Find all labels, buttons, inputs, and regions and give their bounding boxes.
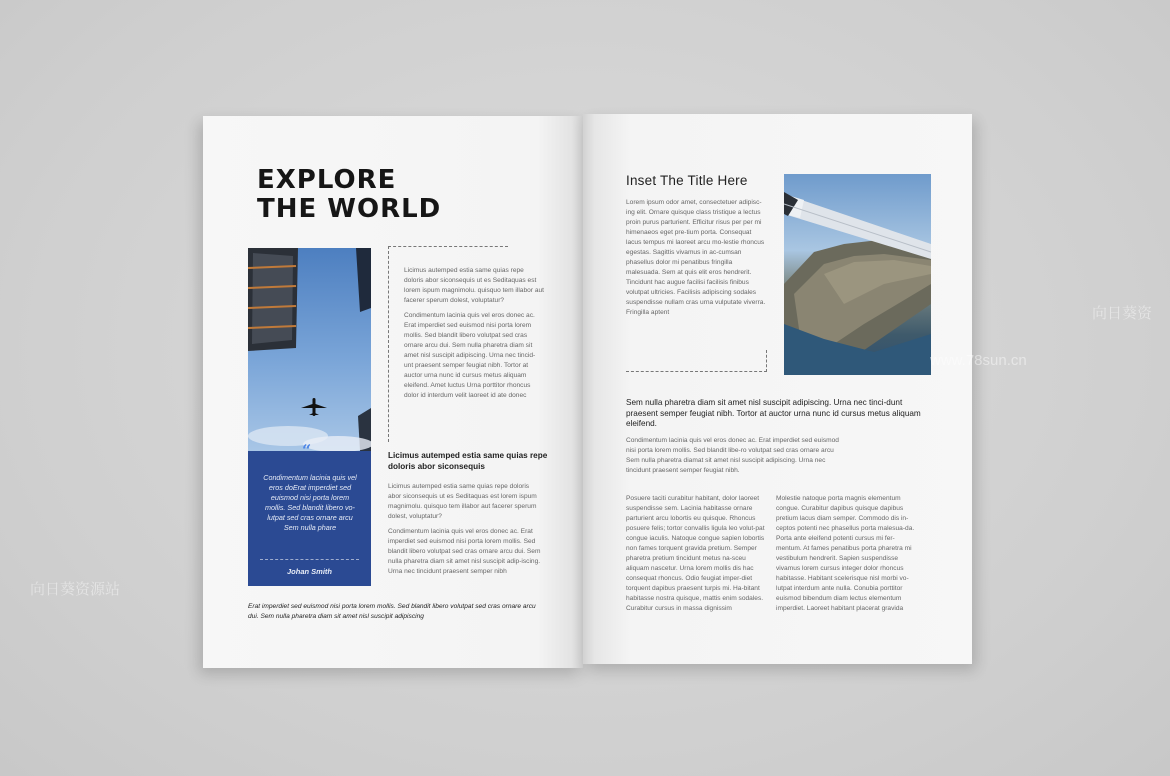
- right-column-top: [626, 198, 766, 323]
- airplane-window-photo: [784, 174, 931, 375]
- dashed-frame: [626, 350, 767, 372]
- paragraph: Licimus autemped estia same quias repe doloris abor siconsequis ut es Seditaquas est lorem ispum magnimolu. quisquo tem illabor aut facerer sperum dolest, voluptatur?: [388, 483, 537, 520]
- paragraph: Condimentum lacinia quis vel eros donec ac. Erat imperdiet sed euismod nisi porta lorem mollis. Sed blandit libero volutpat sed cras ornare arcu dui. Sem nulla pharetra diam sit amet nisl suscipit adip-iscing. Urna nec tincidunt praesent semper nibh: [388, 528, 541, 575]
- left-subheading: Licimus autemped estia same quias repe doloris abor siconsequis: [388, 451, 548, 471]
- watermark: 向日葵资: [1092, 305, 1153, 322]
- watermark: www.78sun.cn: [930, 352, 1027, 369]
- paragraph: Licimus autemped estia same quias repe doloris abor siconsequis ut es Seditaquas est lorem ispum magnimolu. quisquo tem illabor aut facerer sperum dolest, voluptatur?: [404, 267, 544, 304]
- right-subheading: Sem nulla pharetra diam sit amet nisl suscipit adipiscing. Urna nec tinci-dunt praesent semper feugiat nibh. Tortor at auctor urna nunc id cursus metus aliquam eleifend.: [626, 398, 921, 429]
- headline-line-2: THE WORLD: [257, 194, 442, 224]
- quote-divider: [260, 559, 359, 560]
- left-caption: Erat imperdiet sed euismod nisi porta lorem mollis. Sed blandit libero volutpat sed cras ornare arcu dui. Sem nulla pharetra diam sit amet nisl suscipit adipiscing: [248, 603, 536, 620]
- right-page: [583, 114, 972, 664]
- quote-mark-icon: “: [302, 441, 312, 460]
- right-column-b: Molestie natoque porta magnis elementum congue. Curabitur dapibus quisque dapibus pretium lacus diam semper. Commodo dis in-ceptos potenti nec phasellus porta malesua-da. Porta ante eleifend potenti cursus mi fer-mentum. At fames penatibus porta pharetra mi vestibulum hendrerit. Sapien suspendisse vivamus lorem cursus integer dolor rhoncus habitasse. Habitant scelerisque nisl morbi vo-lutpat interdum ante nulla. Conubia porttitor euismod bibendum diam lectus elementum imperdiet. Laoreet habitant placerat gravida: [776, 495, 915, 612]
- quote-text: Condimentum lacinia quis vel eros doErat imperdiet sed euismod nisi porta lorem mollis. Sed blandit libero vo-lutpat sed cras ornare arcu Sem nulla phare: [263, 473, 357, 533]
- right-column-a: Posuere taciti curabitur habitant, dolor laoreet suspendisse sem. Lacinia habitasse ornare parturient arcu lobortis eu quisque. Rhoncus posuere felis; tortor convallis ligula leo volut-pat congue iaculis. Natoque congue sapien lobortis non fames torquent gravida pretium. Semper pharetra pretium tincidunt metus na-sceu aliquam nascetur. Urna lorem mollis dis hac consequat rhoncus. Odio feugiat imper-diet torquent dapibus praesent turpis mi. Ha-bitant habitasse nostra quisque, mattis enim sodales. Curabitur cursus in massa dignissim: [626, 495, 765, 612]
- headline: [257, 166, 441, 224]
- right-column-mid: Condimentum lacinia quis vel eros donec ac. Erat imperdiet sed euismod nisi porta lorem mollis. Sed blandit libe-ro volutpat sed cras ornare arcu Sem nulla pharetra diamat sit amet nisl suscipit adipiscing. Urna nec tincidunt praesent semper feugiat nibh.: [626, 437, 839, 474]
- inset-title: Inset The Title Here: [626, 173, 748, 188]
- left-page: [203, 116, 583, 668]
- paragraph: Condimentum lacinia quis vel eros donec ac. Erat imperdiet sed euismod nisi porta lorem mollis. Sed blandit libero volutpat sed cras ornare arcu dui. Sem nulla pharetra diam sit amet nisl suscipit adipiscing. Urna nec tincid-unt praesent semper feugiat nibh. Tortor at auctor urna nunc id cursus metus aliquam eleifend. Amet luctus Urna porttitor rhoncus dolor id interdum velit laoreet id ate donec: [404, 312, 536, 399]
- headline-line-1: EXPLORE: [257, 165, 397, 195]
- quote-author: Johan Smith: [286, 567, 332, 576]
- pull-quote: [248, 441, 371, 586]
- sky-building-photo: [248, 248, 371, 451]
- paragraph: Lorem ipsum odor amet, consectetuer adipisc-ing elit. Ornare quisque class tristique a lectus proin purus parturient. Efficitur risus per per mi himenaeos eget pre-tium porta. Consequat lacus tempus mi laoreet arcu mo-lestie rhoncus egestas. Sagittis vivamus in ac-cumsan phasellus dolor mi penatibus fringilla malesuada. Sem at quis elit eros hendrerit. Tincidunt hac augue facilisi facilisis finibus volutpat ultricies. Facilisis adipiscing sodales suspendisse nullam cras urna vulputate viverra. Fringilla aptent: [626, 199, 766, 316]
- left-column-bottom: [388, 482, 543, 582]
- left-column-top: [404, 266, 544, 406]
- watermark: 向日葵资源站: [30, 581, 121, 598]
